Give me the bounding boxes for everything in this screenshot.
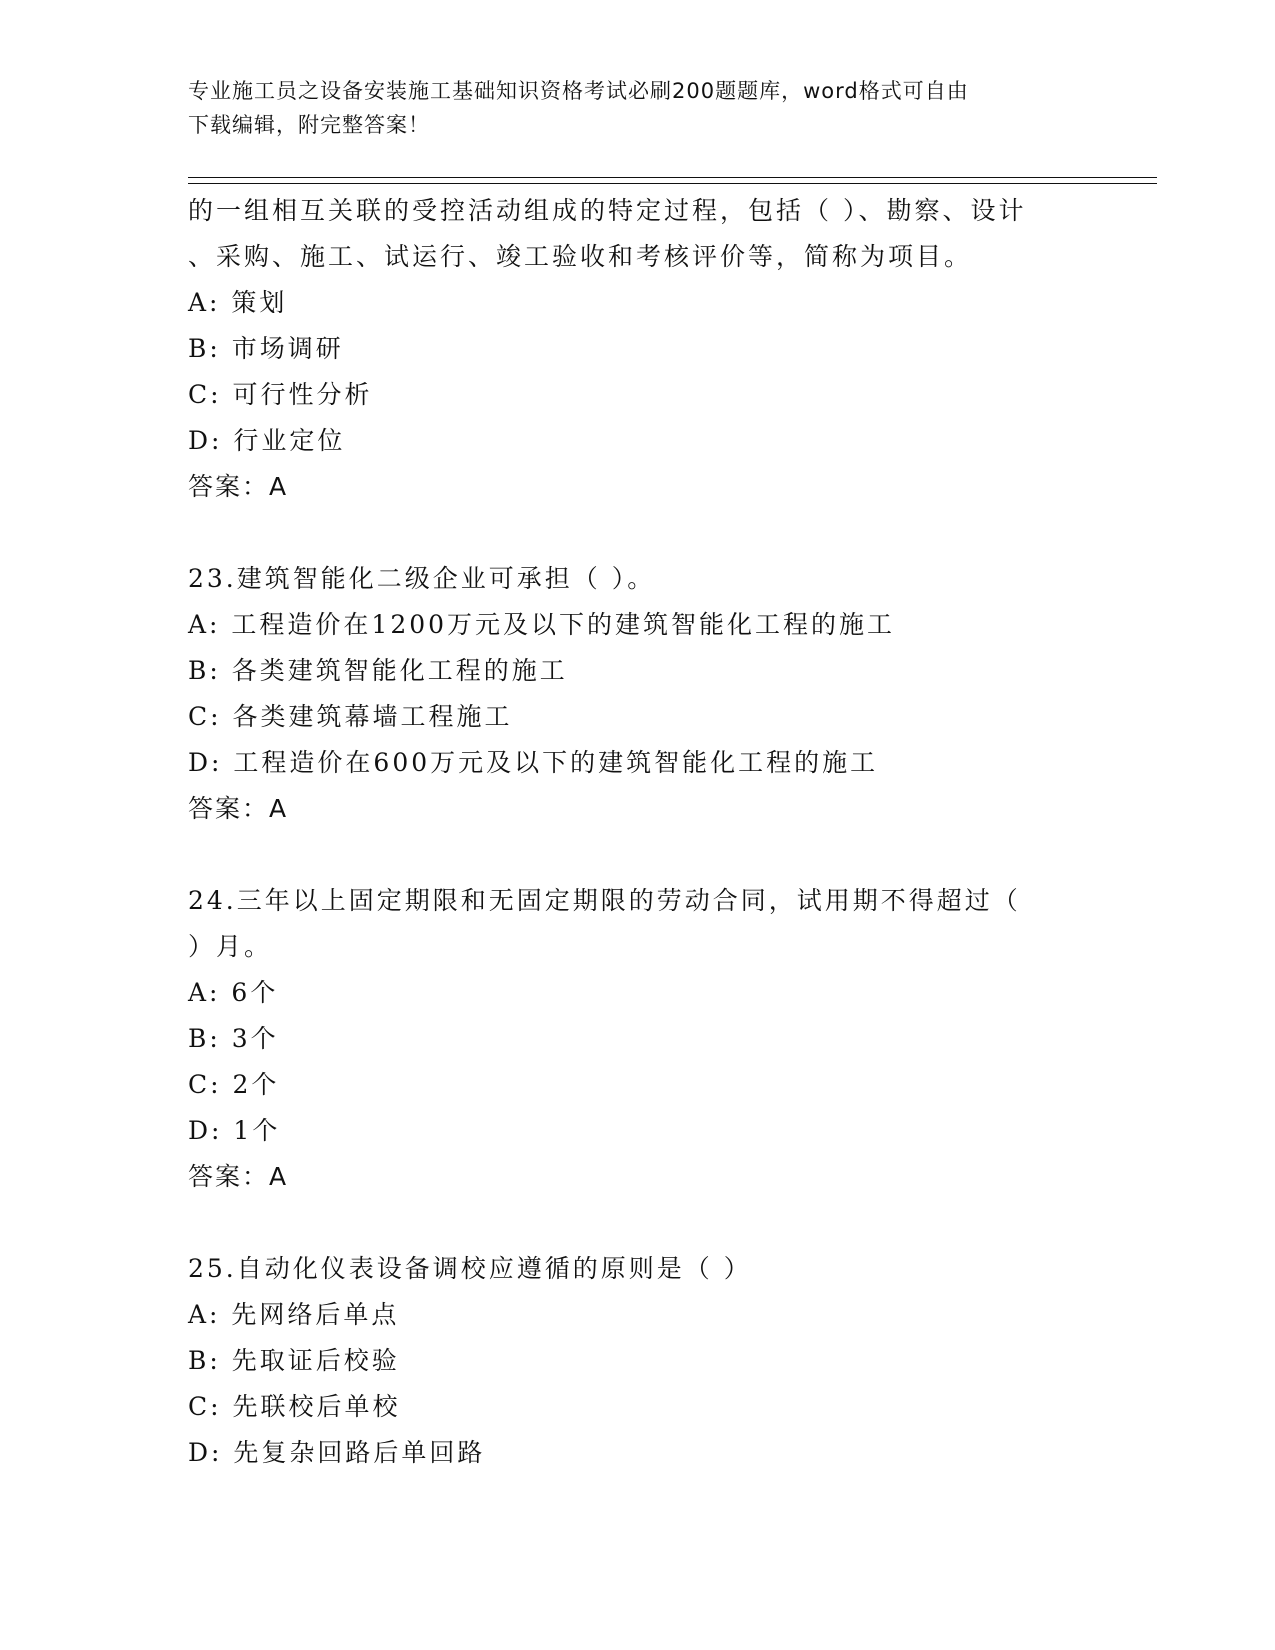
question-spacer (188, 510, 1148, 556)
header-line-2: 下载编辑，附完整答案！ (188, 113, 430, 137)
option-b: B: 市场调研 (188, 334, 344, 363)
header-divider-bottom (188, 183, 1157, 184)
question-24 (188, 878, 1148, 1200)
question-25 (188, 1246, 1148, 1476)
option-c: C: 各类建筑幕墙工程施工 (188, 702, 513, 731)
header-line-1: 专业施工员之设备安装施工基础知识资格考试必刷200题题库，word格式可自由 (188, 79, 969, 103)
question-23 (188, 556, 1148, 832)
option-a: A: 策划 (188, 288, 288, 317)
answer-line: 答案：A (188, 472, 289, 501)
option-c: C: 2个 (188, 1070, 280, 1099)
option-a: A: 先网络后单点 (188, 1300, 400, 1329)
option-b: B: 先取证后校验 (188, 1346, 400, 1375)
option-a: A: 6个 (188, 978, 279, 1007)
option-b: B: 3个 (188, 1024, 279, 1053)
question-stem: 24.三年以上固定期限和无固定期限的劳动合同，试用期不得超过（ (188, 886, 1021, 915)
question-22 (188, 188, 1148, 510)
question-spacer (188, 1200, 1148, 1246)
option-d: D: 行业定位 (188, 426, 346, 455)
option-d: D: 工程造价在600万元及以下的建筑智能化工程的施工 (188, 748, 879, 777)
option-d: D: 先复杂回路后单回路 (188, 1438, 486, 1467)
question-stem: 23.建筑智能化二级企业可承担（ ）。 (188, 564, 656, 593)
question-stem: 的一组相互关联的受控活动组成的特定过程，包括（ ）、勘察、设计 (188, 196, 1027, 225)
option-a: A: 工程造价在1200万元及以下的建筑智能化工程的施工 (188, 610, 896, 639)
answer-line: 答案：A (188, 1162, 289, 1191)
header-divider-top (188, 177, 1157, 178)
question-stem: ）月。 (188, 932, 273, 961)
question-list (188, 188, 1148, 1476)
question-stem: 、采购、施工、试运行、竣工验收和考核评价等，简称为项目。 (188, 242, 973, 271)
document-header (188, 74, 1088, 142)
answer-line: 答案：A (188, 794, 289, 823)
option-d: D: 1个 (188, 1116, 281, 1145)
option-c: C: 先联校后单校 (188, 1392, 401, 1421)
option-c: C: 可行性分析 (188, 380, 373, 409)
question-spacer (188, 832, 1148, 878)
question-stem: 25.自动化仪表设备调校应遵循的原则是（ ） (188, 1254, 752, 1283)
option-b: B: 各类建筑智能化工程的施工 (188, 656, 568, 685)
